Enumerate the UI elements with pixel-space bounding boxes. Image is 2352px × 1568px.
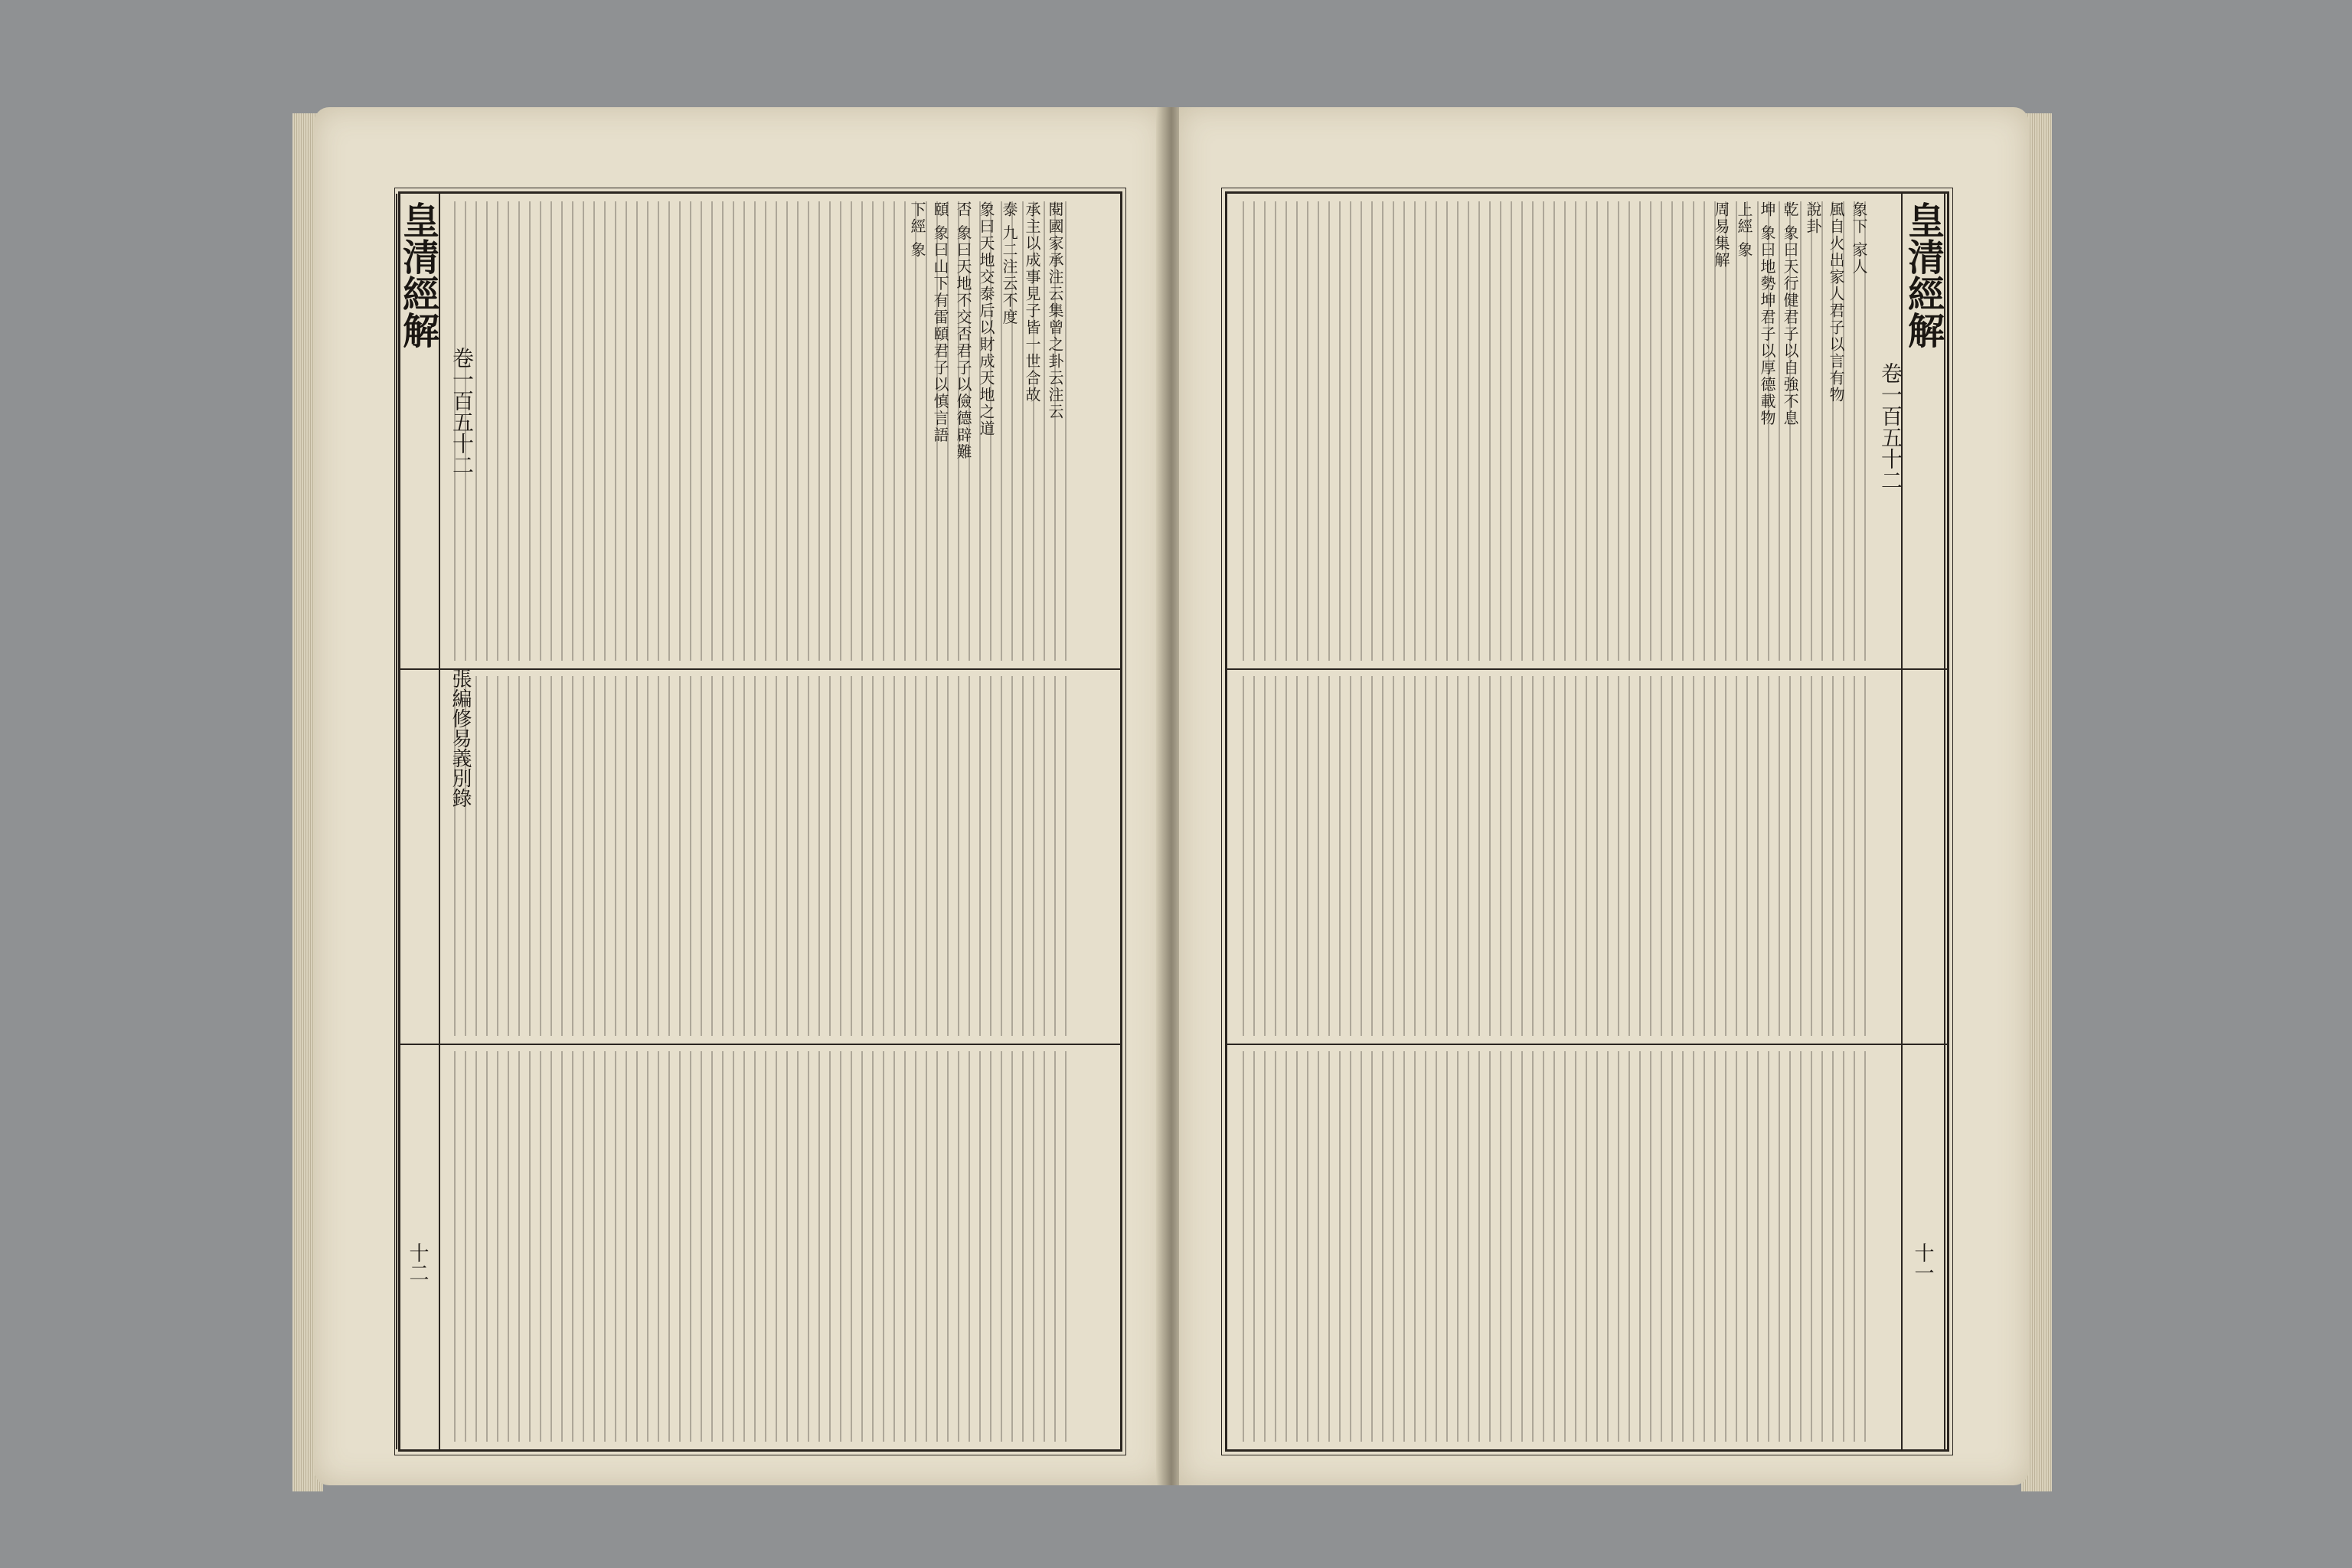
right-page [1179,107,2029,1485]
text-register-top [454,201,1067,661]
left-page-frame [398,191,1122,1452]
text-column: 泰 九二注云不度 [1000,201,1018,326]
band-divider [1227,1044,1947,1045]
edge-title: 皇清經解 [396,201,439,348]
band-divider [400,1044,1120,1045]
text-register-middle [454,676,1067,1036]
text-register-bottom [1243,1051,1870,1442]
text-column: 乾 象曰天行健君子以自強不息 [1781,201,1799,427]
edge-title: 皇清經解 [1901,201,1945,348]
folio-number: 十二 [406,1243,429,1282]
text-column: 坤 象曰地勢坤君子以厚德載物 [1758,201,1776,427]
text-column: 否 象曰天地不交否君子以儉德辟難 [954,201,972,461]
text-column: 說卦 [1804,201,1822,235]
band-divider [400,668,1120,670]
right-page-frame [1225,191,1949,1452]
text-register-top [1243,201,1870,661]
open-book [314,92,2029,1516]
text-column: 象下 家人 [1850,201,1868,276]
text-register-bottom [454,1051,1067,1442]
author-line: 張編修易義別錄 [449,668,472,808]
text-column: 頤 象曰山下有雷頤君子以慎言語 [931,201,949,444]
text-column: 周易集解 [1712,201,1730,269]
band-divider [1227,668,1947,670]
text-register-middle [1243,676,1870,1036]
text-column: 風自火出家人君子以言有物 [1827,201,1845,403]
edge-volume: 卷一百五十二 [1878,362,1903,491]
text-column: 上經 象 [1735,201,1753,259]
folio-number: 十一 [1911,1243,1934,1282]
left-page [314,107,1164,1485]
text-column: 象曰天地交泰后以財成天地之道 [977,201,995,437]
text-column: 閱國家承注云集曾之卦云注云 [1046,201,1064,420]
text-column: 承主以成事見子皆一世合故 [1023,201,1041,403]
text-column: 下經 象 [908,201,926,259]
edge-volume: 卷一百五十二 [449,347,475,475]
